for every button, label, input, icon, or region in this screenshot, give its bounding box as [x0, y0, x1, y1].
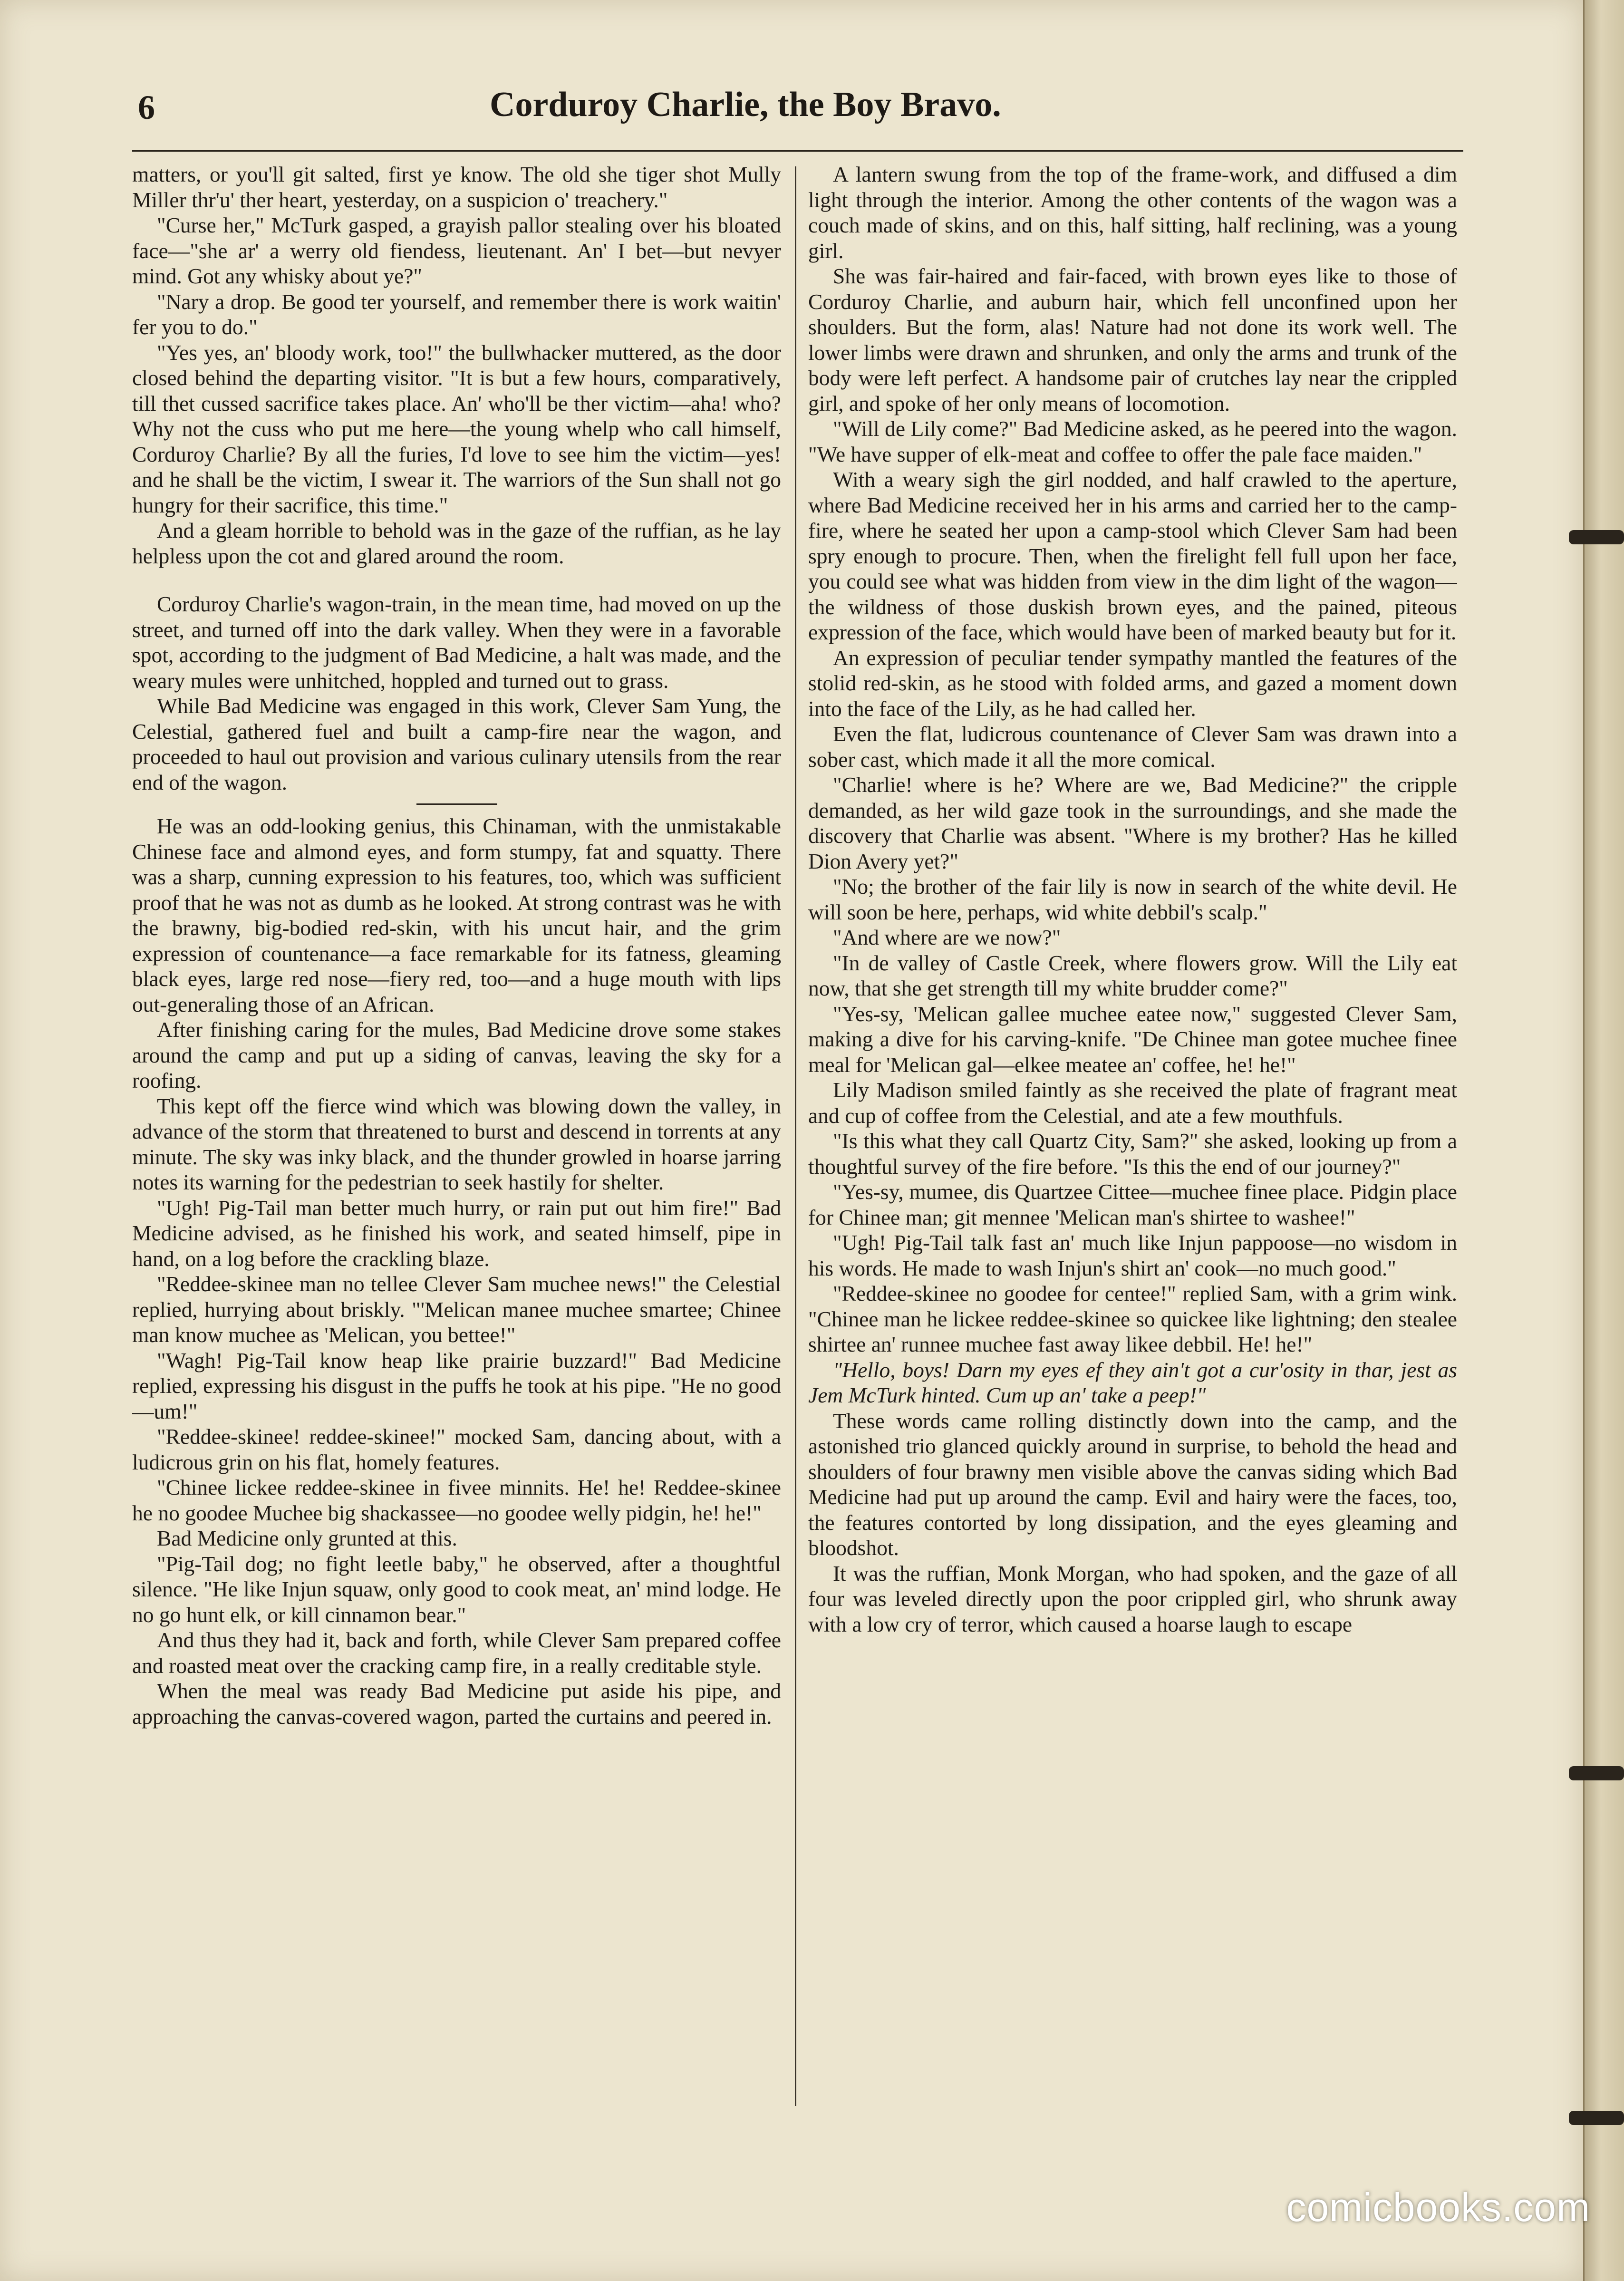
paragraph: With a weary sigh the girl nodded, and half crawled to the aperture, where Bad Medicine received her in his arms and carried her to the camp-fire, where he seated her upon a camp-stool which Clever Sam had been spry enough to procure. Then, when the firelight fell full upon her face, you could see what was hidden from view in the dim light of the wagon—the wildness of those duskish brown eyes, and the pained, piteous expression of the face, which would have been of marked beauty but for it. — [808, 467, 1457, 644]
left-column — [132, 162, 781, 2116]
paragraph: "Yes yes, an' bloody work, too!" the bullwhacker muttered, as the door closed behind the departing visitor. "It is but a few hours, comparatively, till thet cussed sacrifice takes place. An' who'll be ther victim—aha! who? Why not the cuss who put me here—the young whelp who call himself, Corduroy Charlie? By all the furies, I'd love to see him the victim—yes! and he shall be the victim, I swear it. The warriors of the Sun shall not go hungry for their sacrifice, this time." — [132, 340, 781, 517]
paragraph: Even the flat, ludicrous countenance of Clever Sam was drawn into a sober cast, which made it all the more comical. — [808, 722, 1457, 772]
paragraph: "Curse her," McTurk gasped, a grayish pallor stealing over his bloated face—"she ar' a werry old fiendess, lieutenant. An' I bet—but nevyer mind. Got any whisky about ye?" — [132, 213, 781, 288]
page-number: 6 — [138, 88, 155, 126]
paragraph: An expression of peculiar tender sympathy mantled the features of the stolid red-skin, as he stood with folded arms, and gazed a moment down into the face of the Lily, as he had called her. — [808, 645, 1457, 721]
paragraph: "Will de Lily come?" Bad Medicine asked, as he peered into the wagon. "We have supper of elk-meat and coffee to offer the pale face maiden." — [808, 416, 1457, 466]
running-title: Corduroy Charlie, the Boy Bravo. — [490, 85, 1001, 124]
header-rule — [132, 150, 1463, 152]
paragraph: "Ugh! Pig-Tail talk fast an' much like Injun pappoose—no wisdom in his words. He made to wash Injun's shirt an' cook—no much good." — [808, 1230, 1457, 1280]
separator-rule — [416, 803, 497, 805]
paragraph: "Nary a drop. Be good ter yourself, and remember there is work waitin' fer you to do." — [132, 289, 781, 339]
right-column — [808, 162, 1457, 2116]
paragraph: "No; the brother of the fair lily is now in search of the white devil. He will soon be here, perhaps, wid white debbil's scalp." — [808, 874, 1457, 924]
paragraph: "Yes-sy, 'Melican gallee muchee eatee now," suggested Clever Sam, making a dive for his carving-knife. "De Chinee man gotee muchee finee meal for 'Melican gal—elkee meatee an' coffee, he! he!" — [808, 1001, 1457, 1077]
staple — [1569, 1766, 1624, 1780]
paragraph: These words came rolling distinctly down into the camp, and the astonished trio glanced quickly around in surprise, to behold the head and shoulders of four brawny men visible above the canvas siding which Bad Medicine had put up around the camp. Evil and hairy were the faces, too, the features contorted by long dissipation, and the eyes gleaming and bloodshot. — [808, 1408, 1457, 1560]
staple — [1569, 2111, 1624, 2125]
paragraph: Lily Madison smiled faintly as she received the plate of fragrant meat and cup of coffee from the Celestial, and ate a few mouthfuls. — [808, 1078, 1457, 1128]
paragraph: "Pig-Tail dog; no fight leetle baby," he observed, after a thoughtful silence. "He like Injun squaw, only good to cook meat, an' mind lodge. He no go hunt elk, or kill cinnamon bear." — [132, 1551, 781, 1627]
paragraph: "Wagh! Pig-Tail know heap like prairie buzzard!" Bad Medicine replied, expressing his disgust in the puffs he took at his pipe. "He no good—um!" — [132, 1348, 781, 1423]
staple — [1569, 530, 1624, 544]
paragraph: A lantern swung from the top of the frame-work, and diffused a dim light through the interior. Among the other contents of the wagon was a couch made of skins, and on this, half sitting, half reclining, was a young girl. — [808, 162, 1457, 263]
paragraph: "Ugh! Pig-Tail man better much hurry, or rain put out him fire!" Bad Medicine advised, as he finished his work, and seated himself, pipe in hand, on a log before the crackling blaze. — [132, 1195, 781, 1271]
paragraph: "Reddee-skinee no goodee for centee!" replied Sam, with a grim wink. "Chinee man he lickee reddee-skinee so quickee like lightning; den stealee shirtee an' runnee muchee fast away likee debbil. He! he!" — [808, 1281, 1457, 1356]
paragraph: She was fair-haired and fair-faced, with brown eyes like to those of Corduroy Charlie, and auburn hair, which fell unconfined upon her shoulders. But the form, alas! Nature had not done its work well. The lower limbs were drawn and shrunken, and only the arms and trunk of the body were left perfect. A handsome pair of crutches lay near the crippled girl, and spoke of her only means of locomotion. — [808, 264, 1457, 416]
paragraph: After finishing caring for the mules, Bad Medicine drove some stakes around the camp and put up a siding of canvas, leaving the sky for a roofing. — [132, 1017, 781, 1092]
paragraph: "Yes-sy, mumee, dis Quartzee Cittee—muchee finee place. Pidgin place for Chinee man; git mennee 'Melican man's shirtee to washee!" — [808, 1179, 1457, 1229]
paragraph: When the meal was ready Bad Medicine put aside his pipe, and approaching the canvas-covered wagon, parted the curtains and peered in. — [132, 1679, 781, 1729]
binding-edge — [1583, 0, 1624, 2281]
paragraph: "Chinee lickee reddee-skinee in fivee minnits. He! he! Reddee-skinee he no goodee Muchee big shackassee—no goodee welly pidgin, he! he!" — [132, 1475, 781, 1525]
column-divider — [795, 166, 796, 2106]
paragraph: "Charlie! where is he? Where are we, Bad Medicine?" the cripple demanded, as her wild gaze took in the surroundings, and she made the discovery that Charlie was absent. "Where is my brother? Has he killed Dion Avery yet?" — [808, 773, 1457, 873]
paragraph: "Hello, boys! Darn my eyes ef they ain't got a cur'osity in thar, jest as Jem McTurk hinted. Cum up an' take a peep!" — [808, 1357, 1457, 1407]
paragraph: "In de valley of Castle Creek, where flowers grow. Will the Lily eat now, that she get strength till my white brudder come?" — [808, 950, 1457, 1000]
paragraph: And a gleam horrible to behold was in the gaze of the ruffian, as he lay helpless upon the cot and glared around the room. — [132, 518, 781, 568]
paragraph: "And where are we now?" — [833, 925, 1061, 949]
paragraph: Bad Medicine only grunted at this. — [157, 1526, 457, 1550]
paragraph: This kept off the fierce wind which was blowing down the valley, in advance of the storm that threatened to burst and descend in torrents at any minute. The sky was inky black, and the thunder growled in hoarse jarring notes its warning for the pedestrian to seek hastily for shelter. — [132, 1093, 781, 1194]
paragraph: matters, or you'll git salted, first ye know. The old she tiger shot Mully Miller thr'u' ther heart, yesterday, on a suspicion o' treachery." — [132, 162, 781, 212]
paragraph: He was an odd-looking genius, this Chinaman, with the unmistakable Chinese face and almond eyes, and form stumpy, fat and squatty. There was a sharp, cunning expression to his features, too, which was sufficient proof that he was not as dumb as he looked. At strong contrast was he with the brawny, big-bodied red-skin, with his uncut hair, and the grim expression of countenance—a face remarkable for its fatness, gleaming black eyes, large red nose—fiery red, too—and a huge mouth with lips out-generaling those of an African. — [132, 814, 781, 1016]
paragraph: "Is this what they call Quartz City, Sam?" she asked, looking up from a thoughtful survey of the fire before. "Is this the end of our journey?" — [808, 1129, 1457, 1179]
paragraph: "Reddee-skinee man no tellee Clever Sam muchee news!" the Celestial replied, hurrying about briskly. "'Melican manee muchee smartee; Chinee man know muchee as 'Melican, you bettee!" — [132, 1272, 781, 1347]
paragraph: And thus they had it, back and forth, while Clever Sam prepared coffee and roasted meat over the cracking camp fire, in a really creditable style. — [132, 1628, 781, 1678]
watermark: comicbooks.com — [1286, 2185, 1590, 2230]
paragraph: It was the ruffian, Monk Morgan, who had spoken, and the gaze of all four was leveled directly upon the poor crippled girl, who shrunk away with a low cry of terror, which caused a hoarse laugh to escape — [808, 1561, 1457, 1636]
paragraph: "Reddee-skinee! reddee-skinee!" mocked Sam, dancing about, with a ludicrous grin on his flat, homely features. — [132, 1424, 781, 1474]
paragraph: While Bad Medicine was engaged in this work, Clever Sam Yung, the Celestial, gathered fuel and built a camp-fire near the wagon, and proceeded to haul out provision and various culinary utensils from the rear end of the wagon. — [132, 694, 781, 794]
paragraph: Corduroy Charlie's wagon-train, in the mean time, had moved on up the street, and turned off into the dark valley. When they were in a favorable spot, according to the judgment of Bad Medicine, a halt was made, and the weary mules were unhitched, hoppled and turned out to grass. — [132, 592, 781, 693]
